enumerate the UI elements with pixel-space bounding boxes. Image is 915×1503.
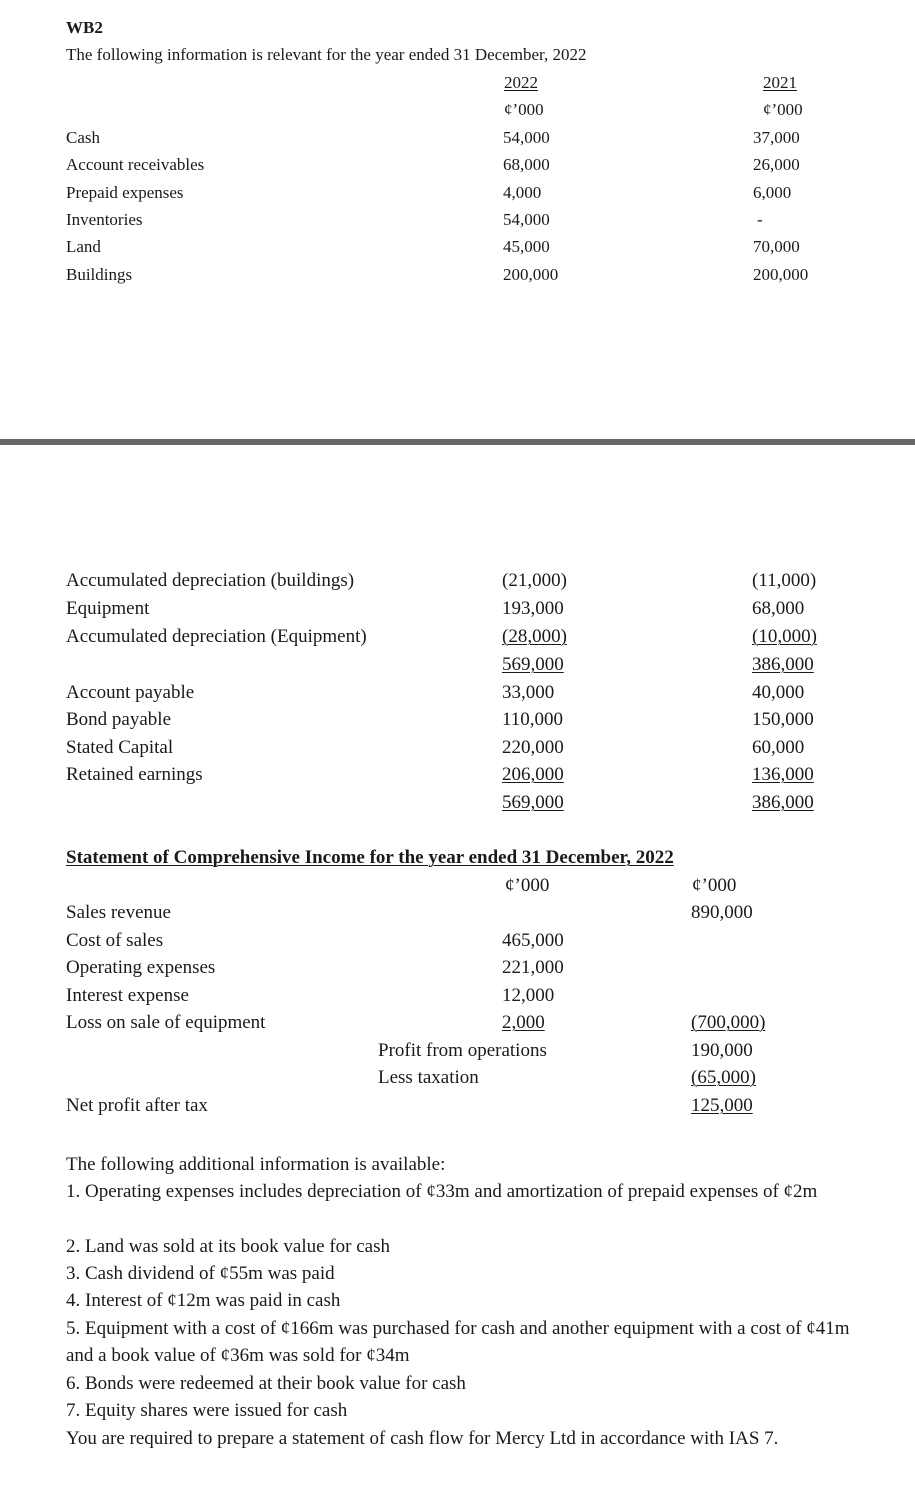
table-row <box>0 237 915 265</box>
value-2022: 193,000 <box>502 598 564 619</box>
row-label: Sales revenue <box>66 902 171 923</box>
expense-row <box>0 957 915 985</box>
row-label: Loss on sale of equipment <box>66 1012 266 1033</box>
table-row <box>0 155 915 183</box>
value-2022: 45,000 <box>503 237 550 256</box>
income-unit-col1: ¢’000 <box>505 875 550 896</box>
table-row <box>0 570 915 598</box>
expense-row <box>0 985 915 1013</box>
income-statement-title: Statement of Comprehensive Income for the year ended 31 December, 2022 <box>66 847 674 868</box>
value-2021: 60,000 <box>752 737 805 758</box>
value-2022: 569,000 <box>502 792 564 813</box>
net-profit-row <box>0 1095 915 1123</box>
table-row <box>0 183 915 211</box>
tax-value: (65,000) <box>691 1067 756 1088</box>
value-2022: 68,000 <box>503 155 550 174</box>
value-2021: 37,000 <box>753 128 800 147</box>
expense-row <box>0 930 915 958</box>
table-row <box>0 764 915 792</box>
total-row <box>0 792 915 820</box>
tax-label: Less taxation <box>378 1067 479 1088</box>
additional-info-intro: The following additional information is available: <box>66 1154 446 1175</box>
table-row <box>0 626 915 654</box>
tax-row <box>0 1067 915 1095</box>
value-2021: 40,000 <box>752 682 805 703</box>
sales-value: 890,000 <box>691 902 753 923</box>
row-label: Inventories <box>66 210 143 229</box>
value-2022: (21,000) <box>502 570 567 591</box>
row-label: Cash <box>66 128 100 147</box>
sales-row <box>0 902 915 930</box>
row-label: Bond payable <box>66 709 172 730</box>
year-2022-header: 2022 <box>504 73 538 92</box>
profit-row <box>0 1040 915 1068</box>
value-2022: 33,000 <box>502 682 555 703</box>
value-2022: (28,000) <box>502 626 567 647</box>
net-profit-label: Net profit after tax <box>66 1095 208 1116</box>
table-row <box>0 682 915 710</box>
value-2022: 206,000 <box>502 764 564 785</box>
total-expenses-value: (700,000) <box>691 1012 766 1033</box>
table-row <box>0 709 915 737</box>
row-label: Retained earnings <box>66 764 203 785</box>
table-row <box>0 598 915 626</box>
row-label: Account receivables <box>66 155 205 174</box>
value-2022: 4,000 <box>503 183 542 202</box>
intro-text: The following information is relevant for the year ended 31 December, 2022 <box>66 45 587 64</box>
table-row <box>0 210 915 238</box>
net-profit-value: 125,000 <box>691 1095 753 1116</box>
additional-info-item: 7. Equity shares were issued for cash <box>66 1400 348 1421</box>
row-label: Cost of sales <box>66 930 164 951</box>
row-label: Accumulated depreciation (buildings) <box>66 570 355 591</box>
value-2021: 6,000 <box>753 183 792 202</box>
row-label: Operating expenses <box>66 957 216 978</box>
value-2021: 136,000 <box>752 764 814 785</box>
expense-value: 2,000 <box>502 1012 545 1033</box>
additional-info-item: 1. Operating expenses includes depreciation of ¢33m and amortization of prepaid expenses of ¢2m <box>66 1181 818 1202</box>
table-row <box>0 128 915 156</box>
expense-row <box>0 1012 915 1040</box>
value-2022: 54,000 <box>503 210 550 229</box>
expense-value: 221,000 <box>502 957 564 978</box>
unit-2021-header: ¢’000 <box>763 100 803 119</box>
expense-value: 465,000 <box>502 930 564 951</box>
value-2021: 70,000 <box>753 237 800 256</box>
year-2021-header: 2021 <box>763 73 797 92</box>
value-2021: (10,000) <box>752 626 817 647</box>
row-label: Stated Capital <box>66 737 174 758</box>
profit-value: 190,000 <box>691 1040 753 1061</box>
additional-info-item: 4. Interest of ¢12m was paid in cash <box>66 1290 341 1311</box>
row-label: Account payable <box>66 682 195 703</box>
value-2021: 26,000 <box>753 155 800 174</box>
row-label: Interest expense <box>66 985 189 1006</box>
expense-value: 12,000 <box>502 985 555 1006</box>
value-2021: 386,000 <box>752 792 814 813</box>
row-label: Accumulated depreciation (Equipment) <box>66 626 367 647</box>
profit-label: Profit from operations <box>378 1040 547 1061</box>
unit-2022-header: ¢’000 <box>504 100 544 119</box>
subtotal-row <box>0 654 915 682</box>
value-2021: (11,000) <box>752 570 817 591</box>
value-2022: 54,000 <box>503 128 550 147</box>
value-2021: - <box>757 210 763 229</box>
value-2021: 200,000 <box>753 265 809 284</box>
value-2022: 220,000 <box>502 737 564 758</box>
additional-info-item: 2. Land was sold at its book value for cash <box>66 1236 390 1257</box>
value-2021: 68,000 <box>752 598 805 619</box>
value-2022: 200,000 <box>503 265 559 284</box>
row-label: Land <box>66 237 101 256</box>
value-2022: 569,000 <box>502 654 564 675</box>
value-2021: 150,000 <box>752 709 814 730</box>
row-label: Equipment <box>66 598 150 619</box>
row-label: Prepaid expenses <box>66 183 184 202</box>
additional-info-item: 5. Equipment with a cost of ¢166m was purchased for cash and another equipment with a cost of ¢41m and a book value of ¢36m was sold for ¢34m <box>66 1318 850 1366</box>
value-2022: 110,000 <box>502 709 564 730</box>
row-label: Buildings <box>66 265 133 284</box>
additional-info-item: 3. Cash dividend of ¢55m was paid <box>66 1263 335 1284</box>
value-2021: 386,000 <box>752 654 814 675</box>
income-unit-col2: ¢’000 <box>692 875 737 896</box>
worksheet-code: WB2 <box>66 18 103 37</box>
additional-info-item: 6. Bonds were redeemed at their book value for cash <box>66 1373 466 1394</box>
requirement-text: You are required to prepare a statement of cash flow for Mercy Ltd in accordance with IAS 7. <box>66 1428 779 1449</box>
table-row <box>0 265 915 293</box>
table-row <box>0 737 915 765</box>
page-divider <box>0 439 915 445</box>
